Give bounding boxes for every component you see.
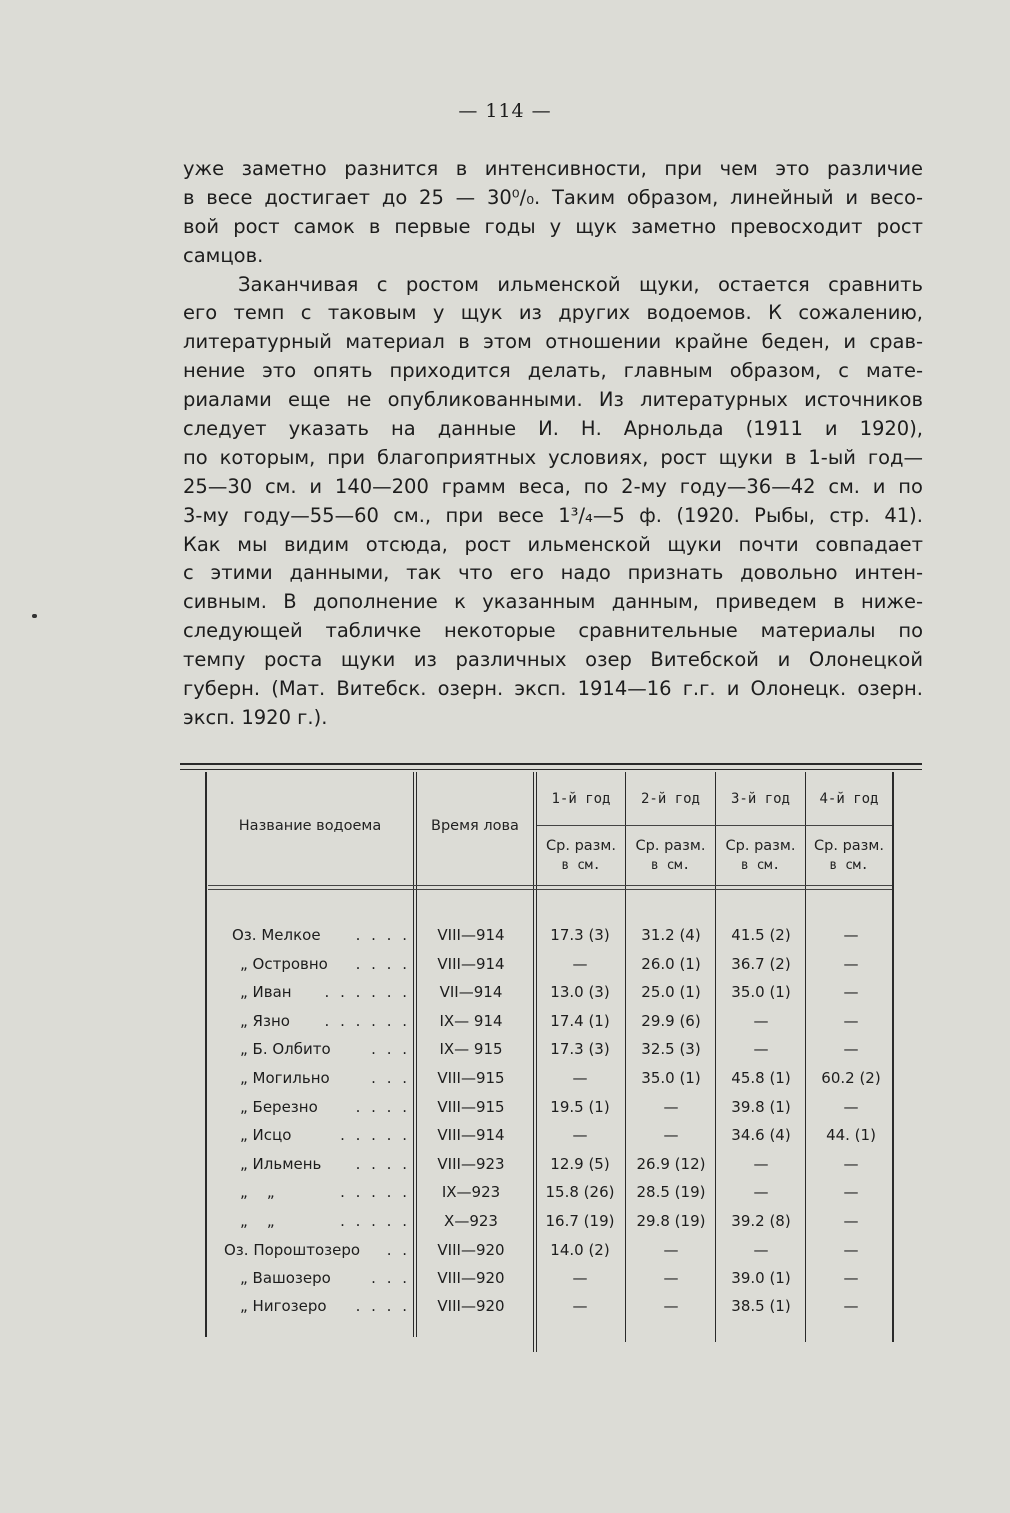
text-line: нение это опять приходится делать, главным образом, с мате-	[183, 359, 923, 383]
table-row	[180, 1098, 925, 1126]
cell-year-3: 39.0 (1)	[731, 1269, 791, 1287]
cell-year-4: —	[843, 1297, 859, 1315]
cell-leader: . . .	[371, 1069, 410, 1087]
cell-time: VII—914	[439, 983, 503, 1001]
cell-leader: . . . . .	[340, 1126, 410, 1144]
header-bottom-rule	[208, 885, 892, 886]
cell-name: „ Исцо	[240, 1126, 292, 1144]
page-number: — 114 —	[458, 100, 552, 122]
cell-name: „ Могильно	[240, 1069, 330, 1087]
table-row	[180, 955, 925, 983]
cell-year-2: —	[663, 1297, 679, 1315]
text-line: риалами еще не опубликованными. Из литературных источников	[183, 388, 923, 412]
cell-leader: . . . .	[355, 926, 410, 944]
cell-leader: . . .	[371, 1040, 410, 1058]
cell-year-3: —	[753, 1183, 769, 1201]
text-line: уже заметно разнится в интенсивности, при чем это различие	[183, 157, 923, 180]
cell-year-2: 28.5 (19)	[636, 1183, 706, 1201]
cell-year-4: —	[843, 1241, 859, 1259]
cell-year-3: —	[753, 1241, 769, 1259]
table-row	[180, 1183, 925, 1211]
cell-year-2: 32.5 (3)	[641, 1040, 701, 1058]
cell-leader: . . . . .	[340, 1183, 410, 1201]
cell-year-1: —	[572, 955, 588, 973]
cell-year-4: —	[843, 926, 859, 944]
table-row	[180, 1012, 925, 1040]
text-line: эксп. 1920 г.).	[183, 705, 328, 729]
cell-year-3: —	[753, 1155, 769, 1173]
table-row	[180, 983, 925, 1011]
cell-year-2: 35.0 (1)	[641, 1069, 701, 1087]
header-year-2: 2-й год	[640, 791, 700, 807]
table-row	[180, 1297, 925, 1325]
cell-name: Оз. Пороштозеро	[224, 1241, 361, 1259]
table-row	[180, 1040, 925, 1068]
cell-name: „ Б. Олбито	[240, 1040, 331, 1058]
cell-year-1: —	[572, 1269, 588, 1287]
cell-year-4: —	[843, 955, 859, 973]
table-row	[180, 1069, 925, 1097]
cell-year-1: 19.5 (1)	[550, 1098, 610, 1116]
cell-time: IX—923	[441, 1183, 501, 1201]
header-year-3: 3-й год	[730, 791, 790, 807]
cell-year-1: 17.4 (1)	[550, 1012, 610, 1030]
table-row	[180, 1241, 925, 1269]
table-top-rule-thin	[180, 769, 922, 770]
cell-year-3: 41.5 (2)	[731, 926, 791, 944]
cell-time: VIII—915	[437, 1069, 505, 1087]
cell-leader: . .	[386, 1241, 410, 1259]
cell-year-2: —	[663, 1241, 679, 1259]
cell-year-2: 31.2 (4)	[641, 926, 701, 944]
header-year-1: 1-й год	[551, 791, 611, 807]
cell-name: „ „	[240, 1183, 275, 1201]
cell-time: VIII—914	[437, 955, 505, 973]
body-text	[183, 155, 923, 733]
cell-year-2: —	[663, 1098, 679, 1116]
cell-year-4: —	[843, 983, 859, 1001]
header-unit: Ср. разм.	[635, 838, 706, 854]
table-row	[180, 1155, 925, 1183]
cell-year-2: —	[663, 1126, 679, 1144]
cell-year-1: 15.8 (26)	[545, 1183, 615, 1201]
header-name: Название водоема	[238, 818, 382, 834]
text-line: сивным. В дополнение к указанным данным, приведем в ниже-	[183, 590, 923, 614]
cell-time: X—923	[444, 1212, 498, 1230]
text-line: 25—30 см. и 140—200 грамм веса, по 2-му году—36—42 см. и по	[183, 474, 923, 498]
cell-year-4: —	[843, 1040, 859, 1058]
text-line: его темп с таковым у щук из других водоемов. К сожалению,	[183, 301, 923, 325]
cell-name: Оз. Мелкое	[232, 926, 321, 944]
cell-year-2: 26.9 (12)	[636, 1155, 706, 1173]
table-row	[180, 926, 925, 954]
growth-table	[180, 760, 925, 1360]
text-line: литературный материал в этом отношении крайне беден, и срав-	[183, 330, 923, 354]
table-row	[180, 1212, 925, 1240]
header-unit: Ср. разм.	[814, 838, 884, 854]
text-line: Как мы видим отсюда, рост ильменской щуки почти совпадает	[183, 532, 923, 556]
text-line: с этими данными, так что его надо признать довольно интен-	[183, 561, 923, 585]
cell-name: „ Иван	[240, 983, 292, 1001]
cell-year-1: —	[572, 1126, 588, 1144]
cell-name: „ Вашозеро	[240, 1269, 331, 1287]
cell-year-2: 25.0 (1)	[641, 983, 701, 1001]
text-line: по которым, при благоприятных условиях, рост щуки в 1-ый год—	[183, 445, 923, 469]
text-line: следующей табличке некоторые сравнительные материалы по	[183, 619, 923, 643]
header-unit-sub: в см.	[650, 858, 691, 873]
cell-year-1: 17.3 (3)	[550, 1040, 610, 1058]
cell-leader: . . . . . .	[324, 983, 410, 1001]
cell-name: „ Нигозеро	[240, 1297, 327, 1315]
cell-leader: . . . .	[355, 955, 410, 973]
cell-time: VIII—920	[437, 1269, 505, 1287]
text-line: темпу роста щуки из различных озер Витебской и Олонецкой	[183, 648, 923, 672]
cell-time: VIII—915	[437, 1098, 505, 1116]
cell-leader: . . . . .	[340, 1212, 410, 1230]
cell-year-3: —	[753, 1040, 769, 1058]
text-line: вой рост самок в первые годы у щук заметно превосходит рост	[183, 214, 923, 238]
cell-name: „ Березно	[240, 1098, 318, 1116]
header-year-4: 4-й год	[819, 791, 879, 807]
header-sub-rule	[537, 825, 892, 826]
cell-year-4: —	[843, 1183, 859, 1201]
cell-year-4: —	[843, 1098, 859, 1116]
cell-year-3: 38.5 (1)	[731, 1297, 791, 1315]
cell-year-1: 13.0 (3)	[550, 983, 610, 1001]
table-top-rule	[180, 763, 922, 765]
cell-time: VIII—923	[437, 1155, 505, 1173]
cell-year-4: —	[843, 1012, 859, 1030]
cell-time: IX— 914	[439, 1012, 503, 1030]
cell-name: „ Язно	[240, 1012, 290, 1030]
cell-year-3: 39.8 (1)	[731, 1098, 791, 1116]
header-unit-sub: в см.	[561, 858, 601, 873]
cell-year-3: 34.6 (4)	[731, 1126, 791, 1144]
header-time: Время лова	[431, 818, 519, 834]
text-line: губерн. (Мат. Витебск. озерн. эксп. 1914—16 г.г. и Олонецк. озерн.	[183, 677, 923, 701]
cell-year-4: —	[843, 1155, 859, 1173]
cell-name: „ „	[240, 1212, 275, 1230]
text-line: в весе достигает до 25 — 30⁰/₀. Таким образом, линейный и весо-	[183, 185, 923, 209]
header-unit: Ср. разм.	[546, 838, 616, 854]
cell-year-1: 17.3 (3)	[550, 926, 610, 944]
cell-year-3: 36.7 (2)	[731, 955, 791, 973]
text-line: 3-му году—55—60 см., при весе 1³/₄—5 ф. (1920. Рыбы, стр. 41).	[183, 503, 923, 527]
cell-name: „ Ильмень	[240, 1155, 322, 1173]
cell-year-3: —	[753, 1012, 769, 1030]
cell-year-3: 35.0 (1)	[731, 983, 791, 1001]
table-row	[180, 1126, 925, 1154]
margin-speck	[32, 614, 37, 618]
header-unit-sub: в см.	[740, 858, 781, 873]
cell-year-3: 45.8 (1)	[731, 1069, 791, 1087]
cell-time: VIII—920	[437, 1241, 505, 1259]
cell-year-1: —	[572, 1069, 588, 1087]
cell-leader: . . . .	[355, 1297, 410, 1315]
cell-year-2: 29.8 (19)	[636, 1212, 706, 1230]
cell-year-2: —	[663, 1269, 679, 1287]
cell-leader: . . .	[371, 1269, 410, 1287]
cell-year-2: 26.0 (1)	[641, 955, 701, 973]
header-unit: Ср. разм.	[725, 838, 796, 854]
cell-year-2: 29.9 (6)	[641, 1012, 701, 1030]
cell-time: IX— 915	[439, 1040, 503, 1058]
cell-leader: . . . .	[355, 1155, 410, 1173]
cell-year-1: 14.0 (2)	[550, 1241, 610, 1259]
cell-year-3: 39.2 (8)	[731, 1212, 791, 1230]
header-bottom-rule	[208, 889, 892, 890]
cell-year-1: —	[572, 1297, 588, 1315]
cell-time: VIII—914	[437, 1126, 505, 1144]
cell-leader: . . . . . .	[324, 1012, 410, 1030]
text-line: Заканчивая с ростом ильменской щуки, остается сравнить	[238, 272, 923, 296]
cell-year-1: 16.7 (19)	[545, 1212, 615, 1230]
header-unit-sub: в см.	[829, 858, 869, 873]
table-row	[180, 1269, 925, 1297]
cell-time: VIII—914	[437, 926, 505, 944]
cell-leader: . . . .	[355, 1098, 410, 1116]
text-line: следует указать на данные И. Н. Арнольда (1911 и 1920),	[183, 417, 923, 441]
cell-name: „ Островно	[240, 955, 328, 973]
cell-year-4: —	[843, 1212, 859, 1230]
cell-year-4: —	[843, 1269, 859, 1287]
cell-time: VIII—920	[437, 1297, 505, 1315]
cell-year-4: 44. (1)	[826, 1126, 876, 1144]
text-line: самцов.	[183, 243, 264, 267]
cell-year-1: 12.9 (5)	[550, 1155, 610, 1173]
cell-year-4: 60.2 (2)	[821, 1069, 881, 1087]
